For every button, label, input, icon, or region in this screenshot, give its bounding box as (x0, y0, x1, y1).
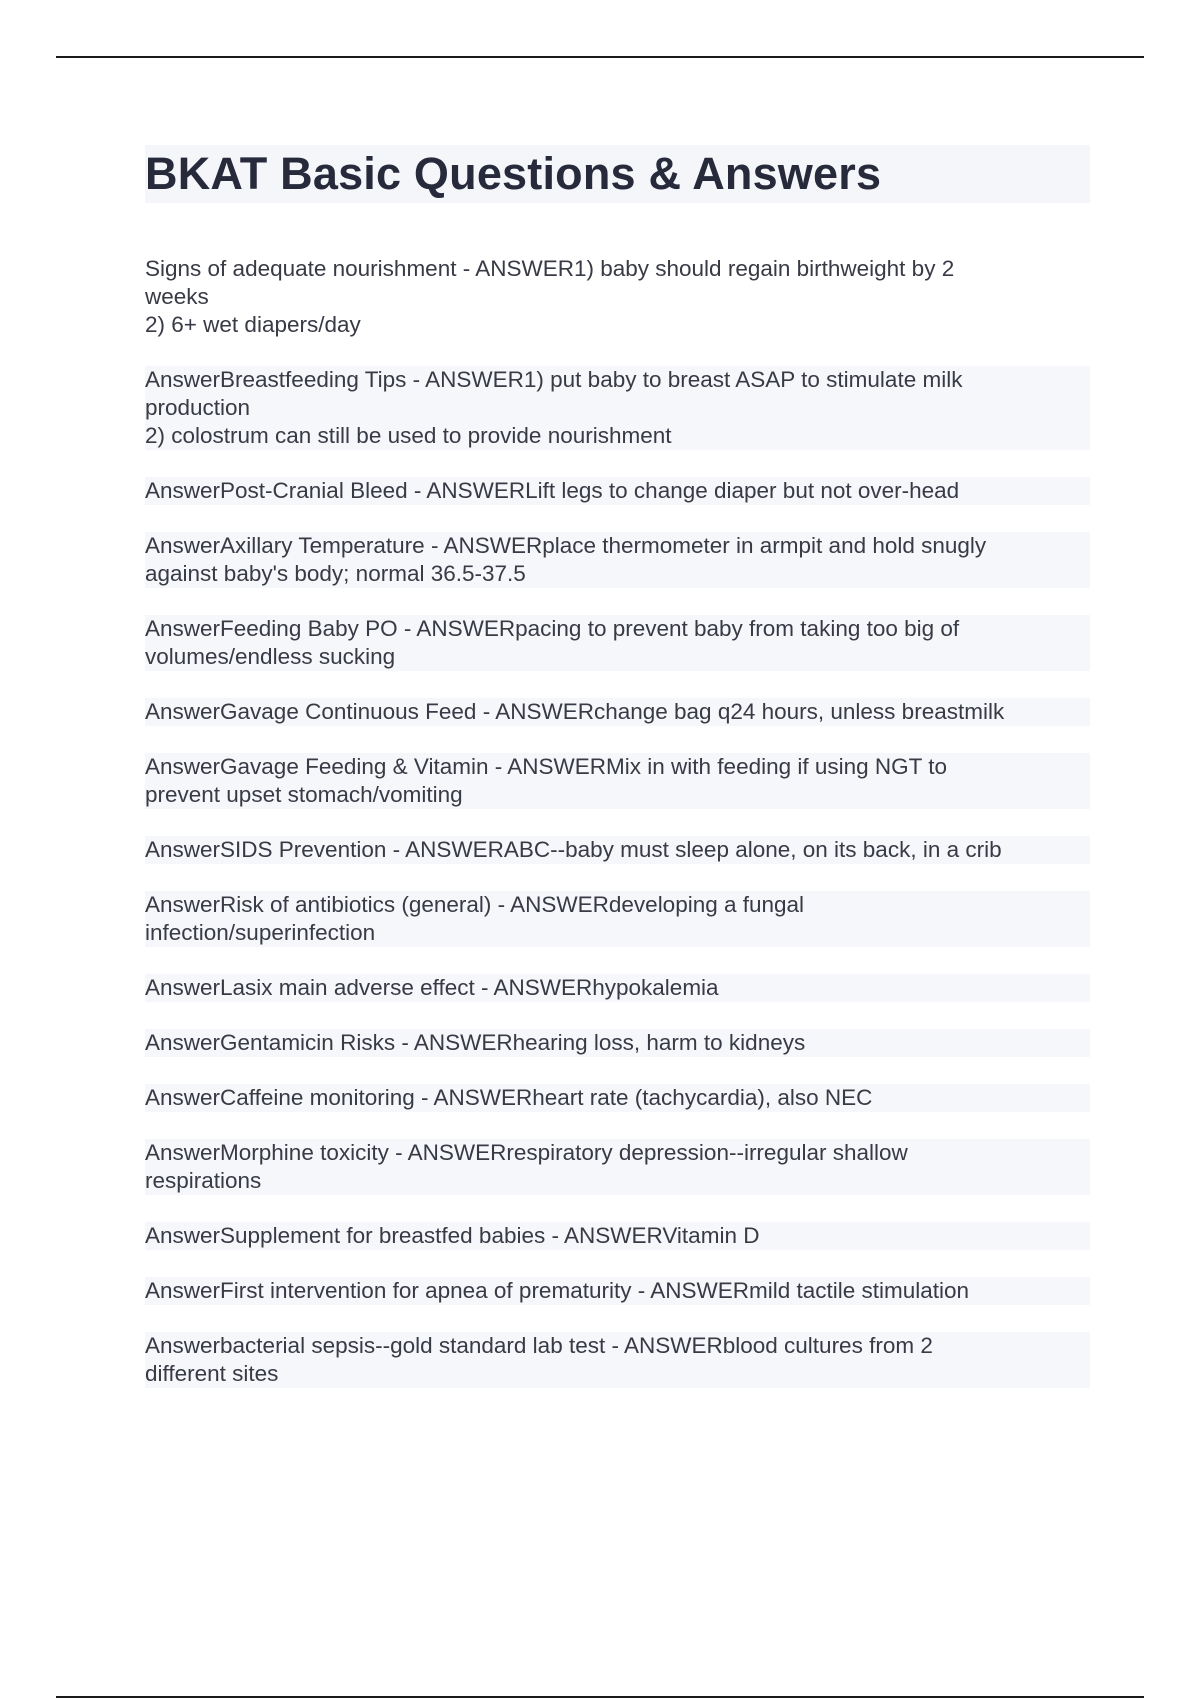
qa-item: AnswerSIDS Prevention - ANSWERABC--baby must sleep alone, on its back, in a crib (145, 836, 1090, 864)
header-rule (56, 56, 1144, 58)
qa-item: AnswerSupplement for breastfed babies - ANSWERVitamin D (145, 1222, 1090, 1250)
qa-item: AnswerGavage Feeding & Vitamin - ANSWERMix in with feeding if using NGT to prevent upset stomach/vomiting (145, 753, 1090, 809)
qa-item: AnswerCaffeine monitoring - ANSWERheart rate (tachycardia), also NEC (145, 1084, 1090, 1112)
title-banner (145, 145, 1090, 203)
qa-item: AnswerMorphine toxicity - ANSWERrespiratory depression--irregular shallow respirations (145, 1139, 1090, 1195)
qa-list (145, 255, 1090, 1388)
footer-rule (56, 1696, 1144, 1698)
qa-item: Signs of adequate nourishment - ANSWER1) baby should regain birthweight by 2 weeks 2) 6+ wet diapers/day (145, 256, 955, 337)
qa-item: AnswerGavage Continuous Feed - ANSWERchange bag q24 hours, unless breastmilk (145, 698, 1090, 726)
qa-item: AnswerAxillary Temperature - ANSWERplace thermometer in armpit and hold snugly against baby's body; normal 36.5-37.5 (145, 532, 1090, 588)
qa-item: AnswerGentamicin Risks - ANSWERhearing loss, harm to kidneys (145, 1029, 1090, 1057)
page-title: BKAT Basic Questions & Answers (145, 148, 882, 199)
qa-item: AnswerFirst intervention for apnea of prematurity - ANSWERmild tactile stimulation (145, 1277, 1090, 1305)
qa-item: AnswerBreastfeeding Tips - ANSWER1) put baby to breast ASAP to stimulate milk production 2) colostrum can still be used to provide nourishment (145, 366, 1090, 450)
qa-item: AnswerFeeding Baby PO - ANSWERpacing to prevent baby from taking too big of volumes/endless sucking (145, 615, 1090, 671)
qa-item: AnswerLasix main adverse effect - ANSWERhypokalemia (145, 974, 1090, 1002)
qa-item: AnswerRisk of antibiotics (general) - ANSWERdeveloping a fungal infection/superinfection (145, 891, 1090, 947)
document-body (145, 145, 1090, 1415)
qa-item: Answerbacterial sepsis--gold standard lab test - ANSWERblood cultures from 2 different sites (145, 1332, 1090, 1388)
qa-item: AnswerPost-Cranial Bleed - ANSWERLift legs to change diaper but not over-head (145, 477, 1090, 505)
